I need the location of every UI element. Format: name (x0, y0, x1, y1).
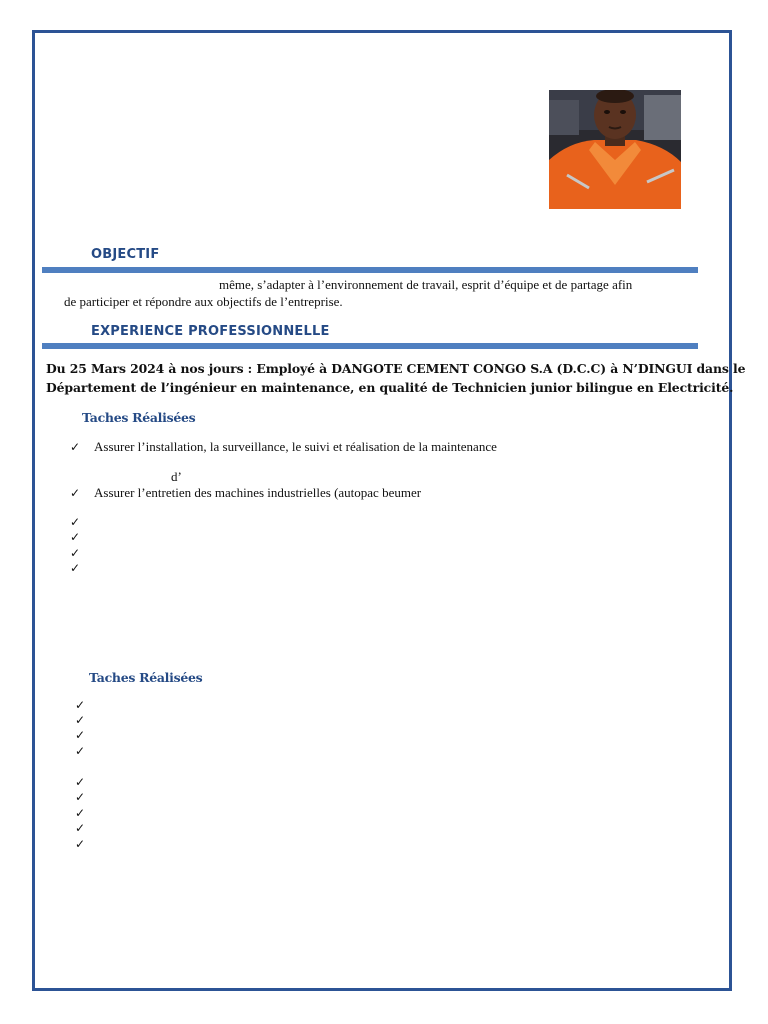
checkmark-icon: ✓ (75, 744, 86, 758)
checkmark-icon: ✓ (70, 440, 81, 454)
position-line1: Du 25 Mars 2024 à nos jours : Employé à DANGOTE CEMENT CONGO S.A (D.C.C) à N’DINGUI dans le (46, 361, 746, 376)
list-item (75, 820, 99, 836)
checkmark-icon: ✓ (75, 713, 86, 727)
list-item (75, 774, 99, 790)
list-item (75, 805, 99, 821)
objective-text-line1: même, s’adapter à l’environnement de travail, esprit d’équipe et de partage afin (219, 277, 633, 292)
list-item (70, 560, 94, 576)
checkmark-icon: ✓ (75, 698, 86, 712)
checkmark-icon: ✓ (75, 837, 86, 851)
list-item (75, 789, 99, 805)
profile-photo (549, 90, 681, 209)
text-fragment: d’ (171, 469, 182, 484)
list-item (70, 545, 94, 561)
checkmark-icon: ✓ (75, 728, 86, 742)
checkmark-icon: ✓ (70, 486, 81, 500)
list-item (75, 712, 99, 728)
checkmark-icon: ✓ (75, 821, 86, 835)
list-item (70, 514, 94, 530)
checkmark-icon: ✓ (75, 775, 86, 789)
task-text: Assurer l’installation, la surveillance, le suivi et réalisation de la maintenance (94, 439, 497, 454)
tasks-heading-2: Taches Réalisées (89, 670, 203, 685)
list-item (75, 697, 99, 713)
objective-heading: OBJECTIF (91, 247, 160, 262)
list-item (70, 485, 421, 501)
objective-text-line2: de participer et répondre aux objectifs de l’entreprise. (64, 294, 343, 309)
list-item (75, 743, 99, 759)
checkmark-icon: ✓ (75, 790, 86, 804)
experience-heading: EXPERIENCE PROFESSIONNELLE (91, 324, 330, 339)
checkmark-icon: ✓ (70, 515, 81, 529)
tasks-heading: Taches Réalisées (82, 410, 196, 425)
checkmark-icon: ✓ (70, 561, 81, 575)
checkmark-icon: ✓ (70, 546, 81, 560)
checkmark-icon: ✓ (70, 530, 81, 544)
list-item (70, 439, 497, 455)
position-line2: Département de l’ingénieur en maintenance, en qualité de Technicien junior bilingue en Electricité. (46, 380, 734, 395)
list-item (75, 727, 99, 743)
checkmark-icon: ✓ (75, 806, 86, 820)
task-text: Assurer l’entretien des machines industrielles (autopac beumer (94, 485, 422, 500)
list-item (75, 836, 99, 852)
experience-rule (42, 343, 698, 349)
list-item (70, 529, 94, 545)
objective-rule (42, 267, 698, 273)
